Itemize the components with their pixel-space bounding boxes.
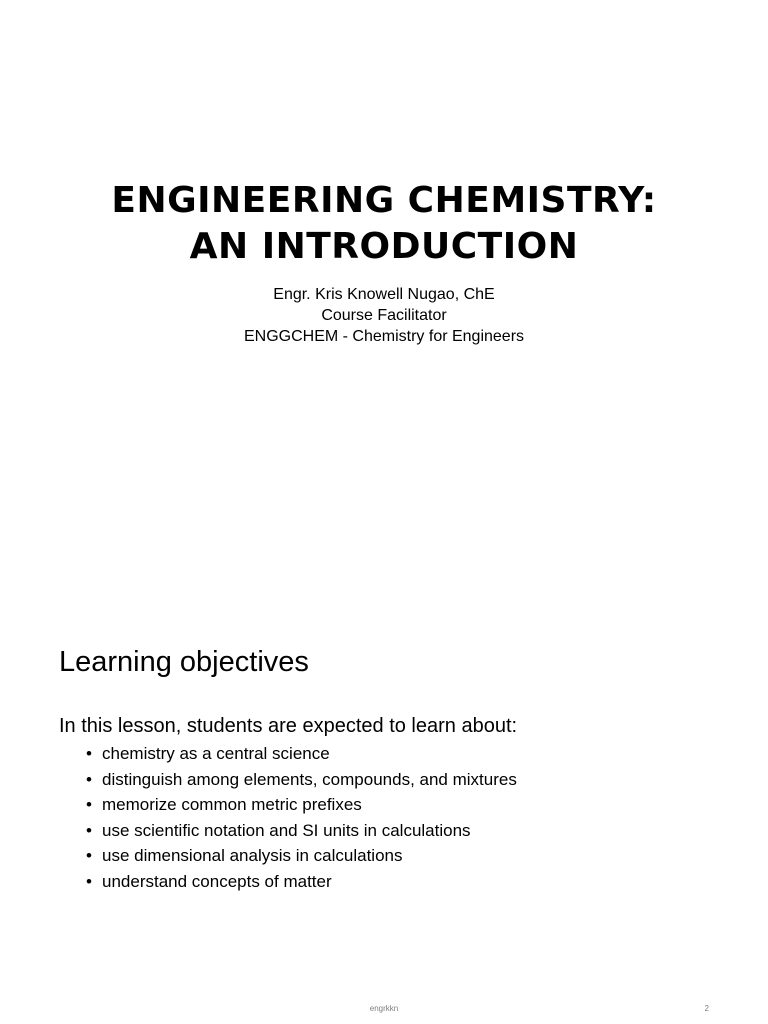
bullet-icon: • xyxy=(86,769,92,789)
objectives-list xyxy=(86,741,517,895)
title-line-1: ENGINEERING CHEMISTRY: xyxy=(111,180,657,221)
objectives-intro: In this lesson, students are expected to learn about: xyxy=(59,715,518,737)
list-item xyxy=(86,869,517,895)
course-name: ENGGCHEM - Chemistry for Engineers xyxy=(243,328,525,345)
author-name: Engr. Kris Knowell Nugao, ChE xyxy=(273,286,495,303)
list-item xyxy=(86,741,517,767)
list-item xyxy=(86,792,517,818)
objective-text: memorize common metric prefixes xyxy=(102,795,362,815)
list-item xyxy=(86,767,517,793)
title-line-2: AN INTRODUCTION xyxy=(189,226,579,267)
slide-title xyxy=(0,178,768,270)
objective-text: use dimensional analysis in calculations xyxy=(102,846,403,866)
bullet-icon: • xyxy=(86,820,92,840)
bullet-icon: • xyxy=(86,846,92,866)
section-heading: Learning objectives xyxy=(59,646,309,678)
objective-text: understand concepts of matter xyxy=(102,871,332,891)
footer-author-tag: engrkkn xyxy=(369,1004,399,1013)
bullet-icon: • xyxy=(86,871,92,891)
bullet-icon: • xyxy=(86,795,92,815)
objective-text: use scientific notation and SI units in calculations xyxy=(102,820,471,840)
objective-text: chemistry as a central science xyxy=(102,744,330,763)
list-item xyxy=(86,843,517,869)
bullet-icon: • xyxy=(86,744,92,763)
presenter-info xyxy=(0,284,768,347)
author-role: Course Facilitator xyxy=(321,307,447,324)
page-number: 2 xyxy=(704,1004,709,1013)
list-item xyxy=(86,818,517,844)
objective-text: distinguish among elements, compounds, and mixtures xyxy=(102,769,517,789)
